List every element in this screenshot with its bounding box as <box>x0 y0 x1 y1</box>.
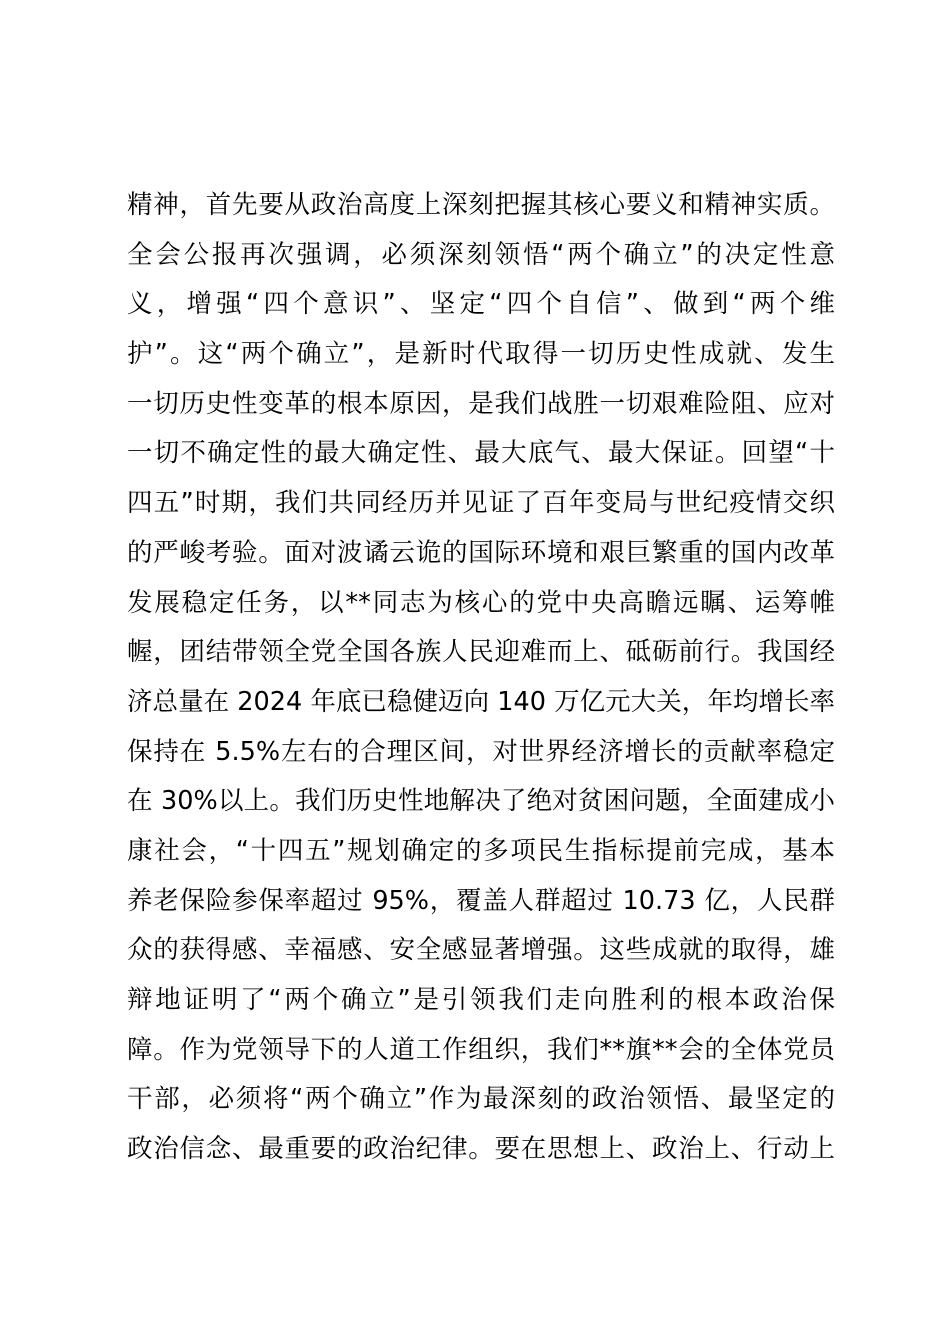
text-line: 干部，必须将“两个确立”作为最深刻的政治领悟、最坚定的 <box>127 1084 835 1115</box>
text-line: 发展稳定任务，以**同志为核心的党中央高瞻远瞩、运筹帷 <box>127 587 835 618</box>
text-line: 四五”时期，我们共同经历并见证了百年变局与世纪疫情交织 <box>127 488 835 519</box>
text-line: 全会公报再次强调，必须深刻领悟“两个确立”的决定性意 <box>127 239 835 270</box>
text-line: 政治信念、最重要的政治纪律。要在思想上、政治上、行动上 <box>127 1134 835 1165</box>
text-line: 精神，首先要从政治高度上深刻把握其核心要义和精神实质。 <box>127 190 835 220</box>
text-line: 养老保险参保率超过 95%，覆盖人群超过 10.73 亿，人民群 <box>127 885 835 916</box>
text-line: 众的获得感、幸福感、安全感显著增强。这些成就的取得，雄 <box>127 935 835 966</box>
text-line: 一切历史性变革的根本原因，是我们战胜一切艰难险阻、应对 <box>127 388 835 419</box>
text-line: 义，增强“四个意识”、坚定“四个自信”、做到“两个维 <box>127 289 835 320</box>
text-line: 辩地证明了“两个确立”是引领我们走向胜利的根本政治保 <box>127 985 835 1015</box>
text-line: 护”。这“两个确立”，是新时代取得一切历史性成就、发生 <box>127 339 835 370</box>
text-line: 在 30%以上。我们历史性地解决了绝对贫困问题，全面建成小 <box>127 786 835 817</box>
text-line: 的严峻考验。面对波谲云诡的国际环境和艰巨繁重的国内改革 <box>127 537 835 568</box>
text-line: 幄，团结带领全党全国各族人民迎难而上、砥砺前行。我国经 <box>127 637 835 668</box>
text-line: 济总量在 2024 年底已稳健迈向 140 万亿元大关，年均增长率 <box>127 686 835 717</box>
text-line: 保持在 5.5%左右的合理区间，对世界经济增长的贡献率稳定 <box>127 736 835 767</box>
text-line: 一切不确定性的最大确定性、最大底气、最大保证。回望“十 <box>127 438 835 469</box>
body-text <box>127 185 835 1179</box>
text-line: 障。作为党领导下的人道工作组织，我们**旗**会的全体党员 <box>127 1034 835 1065</box>
text-line: 康社会，“十四五”规划确定的多项民生指标提前完成，基本 <box>127 835 835 866</box>
